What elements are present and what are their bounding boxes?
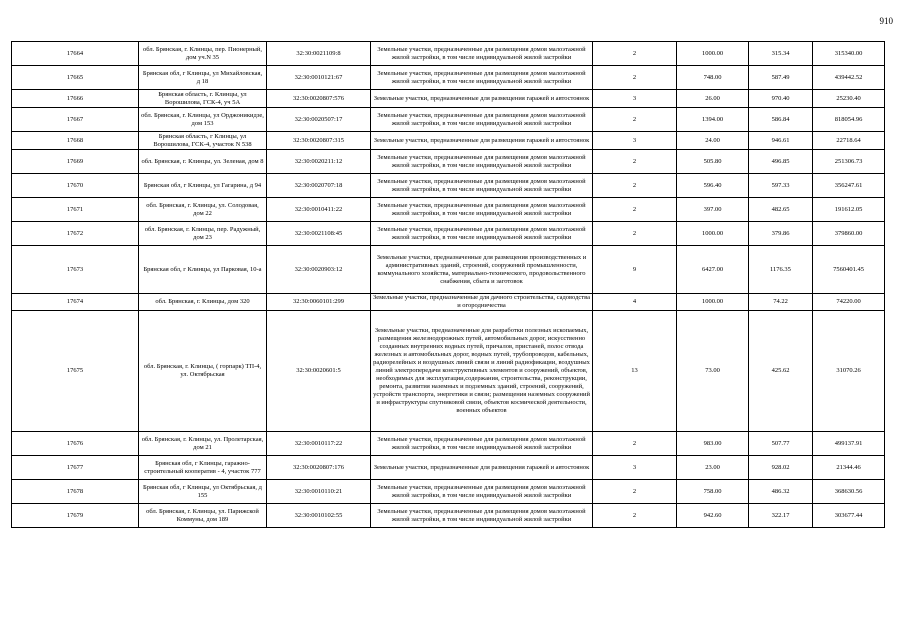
row-rate: 946.61 [749, 132, 813, 150]
table-row [12, 504, 885, 528]
row-area: 1000.00 [677, 42, 749, 66]
row-cadastral-number: 32:30:0010411:22 [267, 198, 371, 222]
row-number: 17669 [12, 150, 139, 174]
row-cadastral-number: 32:30:0021108:45 [267, 222, 371, 246]
table-row [12, 42, 885, 66]
row-value: 22718.64 [813, 132, 885, 150]
row-value: 7560401.45 [813, 246, 885, 294]
row-area: 748.00 [677, 66, 749, 90]
row-cadastral-number: 32:30:0020211:12 [267, 150, 371, 174]
row-number: 17677 [12, 456, 139, 480]
row-rate: 496.85 [749, 150, 813, 174]
row-land-use: Земельные участки, предназначенные для размещения домов малоэтажной жилой застройки, в том числе индивидуальной жилой застройки [371, 42, 593, 66]
row-land-use: Земельные участки, предназначенные для размещения домов малоэтажной жилой застройки, в том числе индивидуальной жилой застройки [371, 174, 593, 198]
row-area: 942.60 [677, 504, 749, 528]
row-value: 315340.00 [813, 42, 885, 66]
row-number: 17666 [12, 90, 139, 108]
row-number: 17670 [12, 174, 139, 198]
row-area: 758.00 [677, 480, 749, 504]
row-rate: 425.62 [749, 311, 813, 432]
row-cadastral-number: 32:30:0010121:67 [267, 66, 371, 90]
table-row [12, 246, 885, 294]
row-address: Брянская обл, г Клинцы, ул Парковая, 10-а [139, 246, 267, 294]
row-number: 17668 [12, 132, 139, 150]
row-group: 2 [593, 504, 677, 528]
row-land-use: Земельные участки, предназначенные для размещения домов малоэтажной жилой застройки, в том числе индивидуальной жилой застройки [371, 198, 593, 222]
row-group: 2 [593, 66, 677, 90]
row-number: 17675 [12, 311, 139, 432]
row-land-use: Земельные участки, предназначенные для размещения гаражей и автостоянок [371, 456, 593, 480]
row-area: 1394.00 [677, 108, 749, 132]
row-address: обл. Брянская, г. Клинцы, пер. Пионерный, дом уч.N 35 [139, 42, 267, 66]
row-rate: 379.86 [749, 222, 813, 246]
row-value: 251306.73 [813, 150, 885, 174]
row-area: 6427.00 [677, 246, 749, 294]
row-address: обл. Брянская, г. Клинцы, ул. Парижской Коммуны, дом 189 [139, 504, 267, 528]
row-land-use: Земельные участки, предназначенные для размещения домов малоэтажной жилой застройки, в том числе индивидуальной жилой застройки [371, 504, 593, 528]
row-land-use: Земельные участки, предназначенные для размещения домов малоэтажной жилой застройки, в том числе индивидуальной жилой застройки [371, 432, 593, 456]
row-address: обл. Брянская, г. Клинцы, ул. Зеленая, дом 8 [139, 150, 267, 174]
row-group: 2 [593, 174, 677, 198]
row-cadastral-number: 32:30:0020807:576 [267, 90, 371, 108]
row-number: 17679 [12, 504, 139, 528]
row-land-use: Земельные участки, предназначенные для разработки полезных ископаемых, размещения железнодорожных путей, автомобильных дорог, искусственно созданных внутренних водных путей, причалов, пристаней, полос отвода железных и автомобильных дорог, водных путей, трубопроводов, кабельных, радиорелейных и воздушных линий связи и линий радиофикации, воздушных линий электропередачи конструктивных элементов и сооружений, объектов, необходимых для эксплуатации,содержания, строительства, реконструкции, ремонта, развития наземных и подземных зданий, строений, сооружений, устройств транспорта, энергетики и связи; размещения наземных сооружений и инфраструктуры спутниковой связи, объектов космической деятельности, военных объектов [371, 311, 593, 432]
row-rate: 322.17 [749, 504, 813, 528]
row-land-use: Земельные участки, предназначенные для размещения производственных и административных зданий, строений, сооружений промышленности, коммунального хозяйства, материально-технического, продовольственного снабжения, сбыта и заготовок [371, 246, 593, 294]
row-cadastral-number: 32:30:0020807:176 [267, 456, 371, 480]
row-value: 191612.05 [813, 198, 885, 222]
row-rate: 74.22 [749, 294, 813, 311]
row-address: Брянская обл, г Клинцы, ул Гагарина, д 94 [139, 174, 267, 198]
row-group: 2 [593, 432, 677, 456]
row-group: 9 [593, 246, 677, 294]
row-area: 24.00 [677, 132, 749, 150]
row-rate: 482.65 [749, 198, 813, 222]
row-address: обл. Брянская, г. Клинцы, ул Орджоникидзе, дом 153 [139, 108, 267, 132]
row-rate: 586.84 [749, 108, 813, 132]
table-body [12, 42, 885, 528]
row-land-use: Земельные участки, предназначенные для размещения домов малоэтажной жилой застройки, в том числе индивидуальной жилой застройки [371, 108, 593, 132]
row-area: 23.00 [677, 456, 749, 480]
row-area: 73.00 [677, 311, 749, 432]
row-group: 2 [593, 108, 677, 132]
row-number: 17676 [12, 432, 139, 456]
row-cadastral-number: 32:30:0010117:22 [267, 432, 371, 456]
row-cadastral-number: 32:30:0020807:315 [267, 132, 371, 150]
row-number: 17664 [12, 42, 139, 66]
row-value: 499137.91 [813, 432, 885, 456]
row-area: 596.40 [677, 174, 749, 198]
row-value: 74220.00 [813, 294, 885, 311]
row-number: 17671 [12, 198, 139, 222]
row-cadastral-number: 32:30:0010110:21 [267, 480, 371, 504]
table-row [12, 222, 885, 246]
row-address: Брянская обл, г Клинцы, ул Октябрьская, д 155 [139, 480, 267, 504]
row-address: обл. Брянская, г. Клинцы, пер. Радужный, дом 23 [139, 222, 267, 246]
row-land-use: Земельные участки, предназначенные для размещения домов малоэтажной жилой застройки, в том числе индивидуальной жилой застройки [371, 480, 593, 504]
row-cadastral-number: 32:30:0010102:55 [267, 504, 371, 528]
row-rate: 587.49 [749, 66, 813, 90]
table-row [12, 108, 885, 132]
row-land-use: Земельные участки, предназначенные для размещения домов малоэтажной жилой застройки, в том числе индивидуальной жилой застройки [371, 150, 593, 174]
row-value: 303677.44 [813, 504, 885, 528]
row-address: Брянская область, г. Клинцы, ул Ворошилова, ГСК-4, уч 5А [139, 90, 267, 108]
table-row [12, 480, 885, 504]
table-row [12, 294, 885, 311]
row-value: 356247.61 [813, 174, 885, 198]
row-group: 2 [593, 480, 677, 504]
registry-table [11, 41, 885, 528]
table-row [12, 432, 885, 456]
row-group: 2 [593, 150, 677, 174]
row-value: 818054.96 [813, 108, 885, 132]
row-group: 2 [593, 198, 677, 222]
row-value: 379860.00 [813, 222, 885, 246]
row-area: 397.00 [677, 198, 749, 222]
row-number: 17672 [12, 222, 139, 246]
table-row [12, 150, 885, 174]
table-row [12, 198, 885, 222]
row-group: 4 [593, 294, 677, 311]
row-land-use: Земельные участки, предназначенные для размещения домов малоэтажной жилой застройки, в том числе индивидуальной жилой застройки [371, 66, 593, 90]
row-land-use: Земельные участки, предназначенные для размещения гаражей и автостоянок [371, 132, 593, 150]
row-address: Брянская обл, г Клинцы, ул Михайловская, д 18 [139, 66, 267, 90]
row-area: 505.80 [677, 150, 749, 174]
page-number: 910 [879, 16, 893, 26]
row-value: 21344.46 [813, 456, 885, 480]
row-number: 17673 [12, 246, 139, 294]
row-group: 3 [593, 132, 677, 150]
row-group: 2 [593, 42, 677, 66]
table-row [12, 174, 885, 198]
row-value: 368630.56 [813, 480, 885, 504]
row-area: 983.00 [677, 432, 749, 456]
row-address: Брянская область, г Клинцы, ул Ворошилова, ГСК-4, участок N 538 [139, 132, 267, 150]
row-value: 25230.40 [813, 90, 885, 108]
row-cadastral-number: 32:30:0021109:8 [267, 42, 371, 66]
table-row [12, 90, 885, 108]
row-value: 31070.26 [813, 311, 885, 432]
row-area: 26.00 [677, 90, 749, 108]
row-group: 3 [593, 90, 677, 108]
row-address: обл. Брянская, г. Клинцы, дом 320 [139, 294, 267, 311]
row-cadastral-number: 32:30:0020507:17 [267, 108, 371, 132]
row-group: 13 [593, 311, 677, 432]
table-row [12, 311, 885, 432]
row-rate: 507.77 [749, 432, 813, 456]
row-number: 17674 [12, 294, 139, 311]
row-group: 2 [593, 222, 677, 246]
row-address: обл. Брянская, г. Клинцы, ул. Пролетарская, дом 21 [139, 432, 267, 456]
row-rate: 486.32 [749, 480, 813, 504]
row-rate: 597.33 [749, 174, 813, 198]
table-row [12, 66, 885, 90]
row-number: 17678 [12, 480, 139, 504]
row-area: 1000.00 [677, 294, 749, 311]
row-rate: 315.34 [749, 42, 813, 66]
row-rate: 1176.35 [749, 246, 813, 294]
row-land-use: Земельные участки, предназначенные для размещения домов малоэтажной жилой застройки, в том числе индивидуальной жилой застройки [371, 222, 593, 246]
row-rate: 970.40 [749, 90, 813, 108]
table-row [12, 132, 885, 150]
row-cadastral-number: 32:30:0020601:5 [267, 311, 371, 432]
row-area: 1000.00 [677, 222, 749, 246]
row-land-use: Земельные участки, предназначенные для дачного строительства, садоводства и огородничества [371, 294, 593, 311]
row-land-use: Земельные участки, предназначенные для размещения гаражей и автостоянок [371, 90, 593, 108]
row-address: Брянская обл, г Клинцы, гаражно-строительный кооператив - 4, участок 777 [139, 456, 267, 480]
row-cadastral-number: 32:30:0020903:12 [267, 246, 371, 294]
row-cadastral-number: 32:30:0060101:299 [267, 294, 371, 311]
row-number: 17665 [12, 66, 139, 90]
row-number: 17667 [12, 108, 139, 132]
row-cadastral-number: 32:30:0020707:18 [267, 174, 371, 198]
row-value: 439442.52 [813, 66, 885, 90]
row-rate: 928.02 [749, 456, 813, 480]
row-group: 3 [593, 456, 677, 480]
table-row [12, 456, 885, 480]
row-address: обл. Брянская, г. Клинцы, ( горпарк) ТП-4, ул. Октябрьская [139, 311, 267, 432]
row-address: обл. Брянская, г. Клинцы, ул. Солодовая, дом 22 [139, 198, 267, 222]
